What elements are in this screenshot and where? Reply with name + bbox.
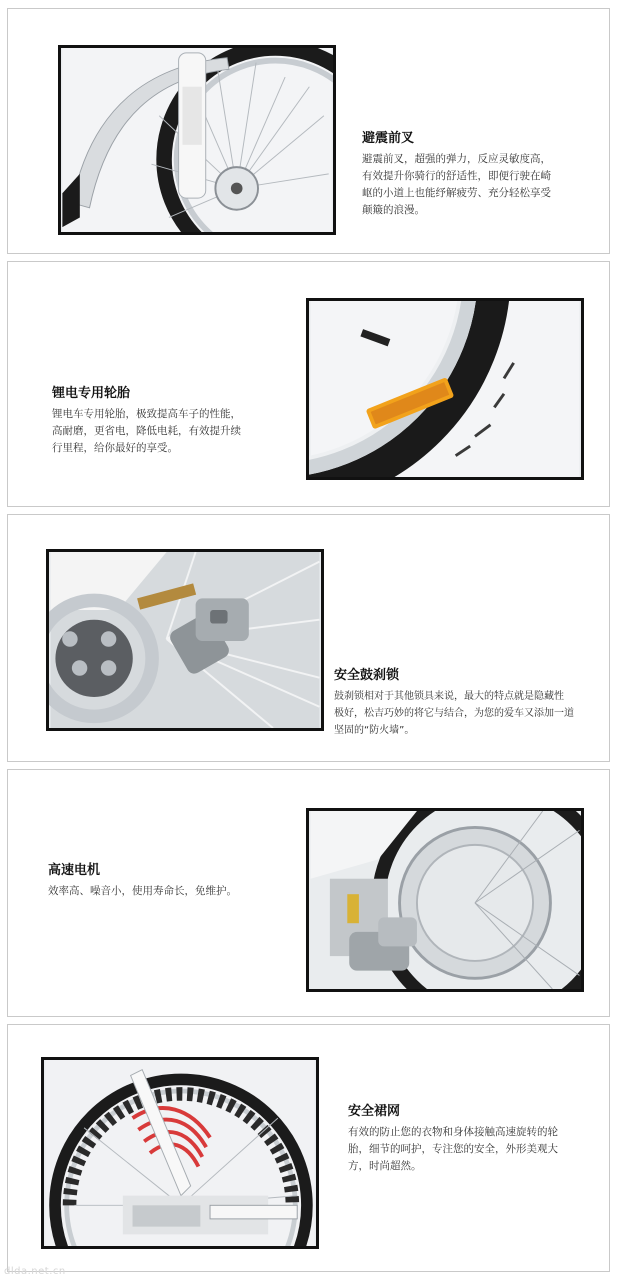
feature-title: 避震前叉 [362,131,415,146]
desc-line: 鼓刹锁相对于其他锁具来说，最大的特点就是隐藏性 [334,691,564,702]
feature-panel-motor [7,769,610,1017]
drum-lock-illustration [49,552,321,728]
desc-line: 行里程，给你最好的享受。 [52,442,178,454]
tire-illustration [309,301,581,477]
feature-copy-front-fork [362,130,602,219]
feature-copy-tire [52,385,292,457]
feature-panel-skirt-guard [7,1024,610,1272]
feature-title: 锂电专用轮胎 [52,386,131,401]
desc-line: 避震前叉，超强的弹力，反应灵敏度高， [362,153,551,165]
desc-line: 有效的防止您的衣物和身体接触高速旋转的轮 [348,1126,558,1138]
feature-panel-tire [7,261,610,507]
feature-title: 安全裙网 [348,1104,401,1119]
feature-description [52,406,292,457]
desc-line: 岖的小道上也能纾解疲劳、充分轻松享受 [362,187,551,199]
desc-line: 效率高、噪音小，使用寿命长，免维护。 [48,885,237,897]
feature-panel-front-fork [7,8,610,254]
front-fork-illustration [61,48,333,232]
feature-copy-motor [48,862,298,900]
watermark: dlda.net.cn [4,1266,66,1277]
motor-photo [306,808,584,992]
skirt-guard-illustration [44,1060,316,1246]
feature-copy-skirt-guard [348,1103,608,1175]
desc-line: 锂电车专用轮胎，极致提高车子的性能， [52,408,241,420]
motor-illustration [309,811,581,989]
feature-title: 高速电机 [48,863,101,878]
feature-copy-drum-lock [334,667,609,739]
skirt-guard-photo [41,1057,319,1249]
feature-description [362,151,602,219]
desc-line: 极好，松吉巧妙的将它与结合，为您的爱车又添加一道 [334,708,574,719]
desc-line: 有效提升你骑行的舒适性，即便行驶在崎 [362,170,551,182]
feature-description [348,1124,608,1175]
feature-description [334,688,609,739]
feature-description [48,883,298,900]
desc-line: 胎，细节的呵护，专注您的安全，外形美观大 [348,1143,558,1155]
desc-line: 高耐磨，更省电，降低电耗，有效提升续 [52,425,241,437]
desc-line: 颠簸的浪漫。 [362,204,425,216]
desc-line: 方，时尚超然。 [348,1160,422,1172]
front-fork-photo [58,45,336,235]
drum-lock-photo [46,549,324,731]
feature-panel-drum-lock [7,514,610,762]
feature-title: 安全鼓刹锁 [334,668,400,683]
tire-photo [306,298,584,480]
desc-line: 坚固的“防火墙”。 [334,725,415,736]
